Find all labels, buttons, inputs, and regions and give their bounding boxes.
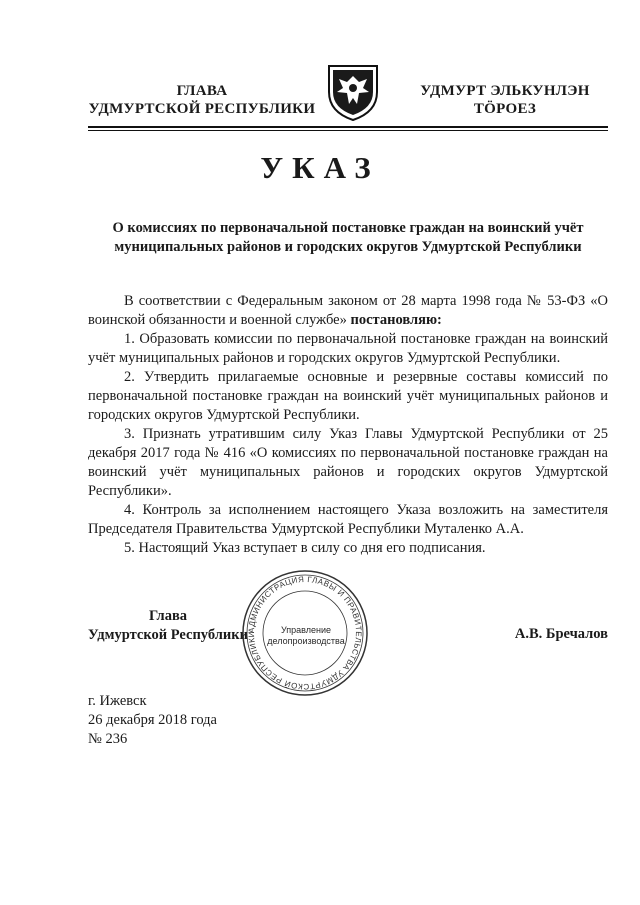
document-title: УКАЗ xyxy=(260,150,380,185)
header-left xyxy=(88,82,316,118)
header-divider-thick xyxy=(88,126,608,128)
footer-number: № 236 xyxy=(88,731,128,747)
preamble-paragraph: В соответствии с Федеральным законом от 28 марта 1998 года № 53-ФЗ «О воинской обязанности и военной службе» постановляю: xyxy=(88,293,608,328)
header-divider-thin xyxy=(88,130,608,131)
footer-city: г. Ижевск xyxy=(88,693,147,709)
header-left-line2: УДМУРТСКОЙ РЕСПУБЛИКИ xyxy=(88,101,316,117)
signatory-title xyxy=(88,607,248,645)
document-body xyxy=(88,292,608,558)
header-right xyxy=(410,82,600,118)
footer-date: 26 декабря 2018 года xyxy=(88,712,217,728)
document-subject xyxy=(88,219,608,257)
item-paragraph: 2. Утвердить прилагаемые основные и резервные составы комиссий по первоначальной постановке граждан на воинский учёт муниципальных районов и городских округов Удмуртской Республики. xyxy=(88,369,608,423)
item-paragraph: 5. Настоящий Указ вступает в силу со дня его подписания. xyxy=(124,540,486,556)
item-paragraph: 4. Контроль за исполнением настоящего Указа возложить на заместителя Председателя Правительства Удмуртской Республики Муталенко А.А. xyxy=(88,502,608,537)
item-paragraph: 1. Образовать комиссии по первоначальной постановке граждан на воинский учёт муниципальных районов и городских округов Удмуртской Республики. xyxy=(88,331,608,366)
stamp-center-line2: делопроизводства xyxy=(267,636,345,646)
header-right-line1: УДМУРТ ЭЛЬКУНЛЭН xyxy=(420,83,590,99)
signatory-name: А.В. Бречалов xyxy=(514,626,608,642)
header-left-line1: ГЛАВА xyxy=(176,83,228,99)
signatory-title-line1: Глава xyxy=(148,608,188,624)
header-right-line2: ТӦРОЕЗ xyxy=(473,101,537,117)
stamp-center-line1: Управление xyxy=(280,625,332,635)
preamble-text: В соответствии с Федеральным законом от 28 марта 1998 года № 53-ФЗ «О воинской обязанности и военной службе» xyxy=(88,293,608,328)
coat-of-arms-icon xyxy=(325,62,381,122)
signatory-title-line2: Удмуртской Республики xyxy=(88,627,248,643)
decree-word: постановляю xyxy=(350,312,438,328)
item-paragraph: 3. Признать утратившим силу Указ Главы Удмуртской Республики от 25 декабря 2017 года № 416 «О комиссиях по первоначальной постановке граждан на воинский учёт муниципальных районов и городских округов Удмуртской Республики». xyxy=(88,426,608,499)
document-footer xyxy=(88,692,217,749)
stamp-ring-text: АДМИНИСТРАЦИЯ ГЛАВЫ И ПРАВИТЕЛЬСТВА УДМУРТСКОЙ РЕСПУБЛИКИ xyxy=(246,574,364,692)
subject-line2: муниципальных районов и городских округов Удмуртской Республики xyxy=(114,239,582,255)
stamp-center-text xyxy=(265,625,347,647)
subject-line1: О комиссиях по первоначальной постановке граждан на воинский учёт xyxy=(112,220,584,236)
